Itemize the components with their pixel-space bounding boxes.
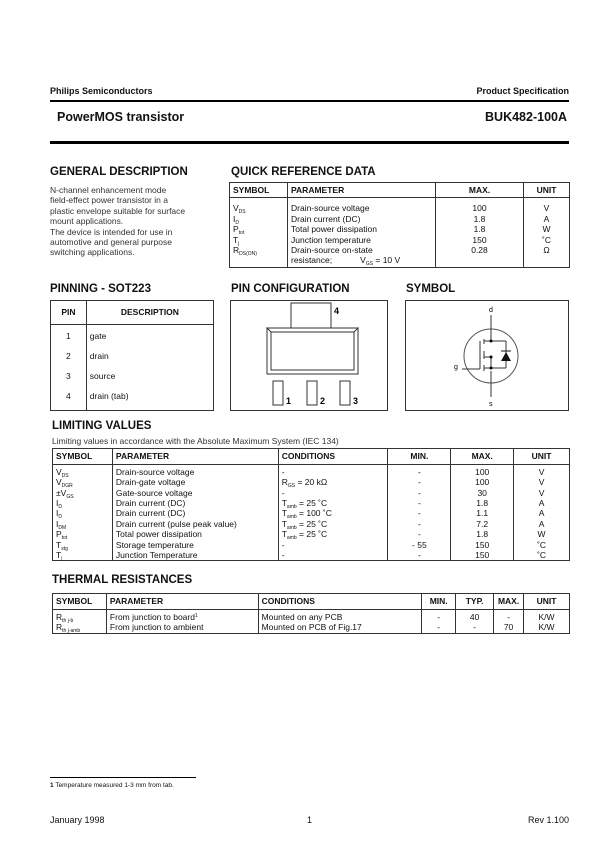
table-row xyxy=(230,198,570,267)
sot223-package-drawing xyxy=(231,301,386,409)
parameter-cell xyxy=(288,198,436,267)
condition-subscript: GS xyxy=(365,261,374,268)
symbol-subscript: th j-b xyxy=(62,617,74,624)
condition-subscript: amb xyxy=(286,514,297,521)
parameter: From junction to board xyxy=(109,611,195,622)
table-row xyxy=(53,498,570,508)
symbol: I xyxy=(233,213,236,224)
pin-configuration-diagram xyxy=(230,300,388,411)
divider xyxy=(50,141,569,144)
unit: Ω xyxy=(543,245,550,256)
max-cell: 30 xyxy=(451,488,514,498)
pin-config-title: PIN CONFIGURATION xyxy=(231,283,350,295)
max-cell xyxy=(436,198,524,267)
symbol-subscript: DS xyxy=(238,209,246,216)
max-cell: 7.2 xyxy=(451,519,514,529)
pin-row xyxy=(51,365,214,385)
column-header: UNIT xyxy=(514,449,570,464)
pin-number: 1 xyxy=(66,331,71,341)
table-row xyxy=(53,550,570,561)
condition-value: = 100 ˚C xyxy=(296,508,332,519)
unit-cell: A xyxy=(514,498,570,508)
conditions-cell xyxy=(278,464,388,477)
symbol: T xyxy=(56,539,62,550)
column-header: MAX. xyxy=(451,449,514,464)
symbol: T xyxy=(233,234,239,245)
footnote-ref: 1 xyxy=(194,612,198,619)
max-value: 1.8 xyxy=(473,224,486,235)
header-row xyxy=(53,449,570,464)
symbol xyxy=(233,224,284,237)
footnote-rule xyxy=(50,777,196,778)
table-row xyxy=(53,488,570,498)
column-header: CONDITIONS xyxy=(278,449,388,464)
pin-number: 2 xyxy=(66,350,71,361)
limiting-values-table xyxy=(52,448,570,561)
description-line: mount applications. xyxy=(50,216,124,227)
pin-label-3: 3 xyxy=(353,396,359,406)
description-line: switching applications. xyxy=(50,247,135,258)
max-cell: 150 xyxy=(451,550,514,561)
condition-value: = 25 ˚C xyxy=(296,529,328,540)
pin-description: drain xyxy=(86,345,213,365)
doc-type: Product Specification xyxy=(476,86,569,96)
table-row xyxy=(53,464,570,477)
symbol: V xyxy=(56,477,62,488)
table-row xyxy=(53,540,570,550)
conditions-cell xyxy=(278,477,388,490)
condition-subscript: amb xyxy=(286,504,297,511)
parameter: Drain current (DC) xyxy=(291,213,361,224)
column-header: DESCRIPTION xyxy=(86,301,213,325)
thermal-resistance-table xyxy=(52,593,570,633)
conditions-cell: Mounted on any PCB xyxy=(258,609,422,622)
parameter-cell: Drain current (DC) xyxy=(112,508,278,518)
symbol-cell xyxy=(53,550,113,561)
min-cell: - xyxy=(388,464,451,477)
unit: ˚C xyxy=(542,234,551,245)
table-row xyxy=(53,529,570,539)
symbol-subscript: j xyxy=(238,240,240,247)
column-header: MAX. xyxy=(436,183,524,198)
condition: V xyxy=(360,255,366,266)
divider xyxy=(50,100,569,102)
unit-cell: W xyxy=(514,529,570,539)
parameter: Drain-source voltage xyxy=(291,203,370,214)
column-header: PARAMETER xyxy=(106,594,258,609)
parameter-cell: Drain current (pulse peak value) xyxy=(112,519,278,529)
condition-value: = 25 ˚C xyxy=(296,498,328,509)
symbol-subscript: DM xyxy=(58,524,67,531)
min-cell: - xyxy=(388,519,451,529)
mosfet-symbol-diagram xyxy=(405,300,569,411)
unit-cell: ˚C xyxy=(514,540,570,550)
symbol-cell xyxy=(53,529,113,542)
footnote-number: 1 xyxy=(50,782,54,789)
unit-cell: K/W xyxy=(524,609,570,622)
conditions-cell: Mounted on PCB of Fig.17 xyxy=(258,622,422,633)
conditions-cell xyxy=(278,498,388,511)
symbol-subscript: DS xyxy=(61,472,69,479)
mosfet-symbol-icon xyxy=(406,301,567,409)
max-cell: 100 xyxy=(451,477,514,487)
limiting-values-subtitle: Limiting values in accordance with the Absolute Maximum System (IEC 134) xyxy=(52,436,339,446)
column-header: TYP. xyxy=(456,594,494,609)
symbol: V xyxy=(233,203,239,214)
min-cell: - xyxy=(388,529,451,539)
symbol: I xyxy=(56,518,59,529)
symbol-cell xyxy=(230,198,288,267)
condition: T xyxy=(281,498,287,509)
conditions-cell xyxy=(278,550,388,561)
symbol-subscript: tot xyxy=(238,230,245,237)
condition-subscript: amb xyxy=(286,524,297,531)
spacer xyxy=(51,405,87,411)
table-row xyxy=(53,477,570,487)
condition-subscript: amb xyxy=(286,535,297,542)
parameter-cell: Total power dissipation xyxy=(112,529,278,539)
table-row xyxy=(53,519,570,529)
pin-row xyxy=(51,385,214,405)
parameter-cell: Drain-gate voltage xyxy=(112,477,278,487)
column-header: MIN. xyxy=(388,449,451,464)
gate-label: g xyxy=(454,364,458,371)
condition: - xyxy=(281,550,285,561)
unit: W xyxy=(542,224,551,235)
symbol-subscript: DGR xyxy=(61,483,73,490)
unit-cell: ˚C xyxy=(514,550,570,561)
page-number: 1 xyxy=(307,815,313,825)
unit: V xyxy=(543,203,550,214)
symbol-title: SYMBOL xyxy=(406,283,456,295)
symbol-subscript: GS xyxy=(66,493,74,500)
parameter-cell xyxy=(106,622,258,633)
symbol: T xyxy=(56,550,62,561)
symbol: P xyxy=(233,224,239,235)
symbol-subscript: stg xyxy=(61,545,68,552)
max-value: 0.28 xyxy=(471,245,488,256)
symbol-subscript: D xyxy=(235,219,239,226)
symbol xyxy=(233,203,284,216)
symbol: P xyxy=(56,529,62,540)
column-header: SYMBOL xyxy=(53,449,113,464)
pin-description: drain (tab) xyxy=(86,385,213,405)
pin-row xyxy=(51,345,214,365)
lower-section xyxy=(52,419,570,634)
unit-cell: K/W xyxy=(524,622,570,633)
pin-description: gate xyxy=(86,325,213,345)
unit-cell: V xyxy=(514,477,570,487)
min-cell: - 55 xyxy=(388,540,451,550)
spacer xyxy=(86,405,213,411)
symbol-cell xyxy=(53,519,113,529)
table-row xyxy=(53,508,570,518)
max-value: 1.8 xyxy=(473,213,486,224)
parameter: Total power dissipation xyxy=(291,224,377,235)
condition: T xyxy=(281,508,287,519)
pin-row xyxy=(51,325,214,345)
conditions-cell xyxy=(278,529,388,542)
max-value: 100 xyxy=(472,203,487,214)
max-cell: 150 xyxy=(451,540,514,550)
pin-number: 3 xyxy=(66,370,71,381)
max-cell: 70 xyxy=(494,622,524,633)
symbol-subscript: j xyxy=(61,556,63,563)
unit-cell: A xyxy=(514,508,570,518)
limiting-values-title: LIMITING VALUES xyxy=(52,420,152,432)
parameter-continuation xyxy=(291,255,432,268)
unit-cell: V xyxy=(514,488,570,498)
parameter: From junction to ambient xyxy=(109,622,204,633)
footnote xyxy=(50,782,174,789)
revision: Rev 1.100 xyxy=(527,815,569,825)
pinning-table xyxy=(50,300,214,411)
column-header: MAX. xyxy=(494,594,524,609)
parameter-cell: Drain-source voltage xyxy=(112,464,278,477)
thermal-title: THERMAL RESISTANCES xyxy=(52,574,193,587)
quick-reference-table xyxy=(229,182,570,268)
pin-label-4: 4 xyxy=(334,306,340,316)
header-row xyxy=(230,183,570,198)
pin-label-2: 2 xyxy=(320,396,326,406)
column-header: UNIT xyxy=(524,594,570,609)
parameter-cell xyxy=(106,609,258,622)
symbol-cell xyxy=(53,477,113,490)
unit: A xyxy=(543,213,550,224)
pin-number: 4 xyxy=(66,390,71,401)
max-value: 150 xyxy=(472,234,487,245)
symbol-cell xyxy=(53,540,113,550)
min-cell: - xyxy=(388,477,451,487)
symbol: V xyxy=(56,466,62,477)
symbol-subscript: DS(ON) xyxy=(239,251,257,258)
condition-subscript: GS xyxy=(287,483,296,490)
symbol-cell xyxy=(53,464,113,477)
parameter-cell: Junction Temperature xyxy=(112,550,278,561)
description-line: The device is intended for use in xyxy=(50,226,173,237)
min-cell: - xyxy=(422,609,456,622)
condition-value: = 20 kΩ xyxy=(295,477,328,488)
symbol: R xyxy=(56,611,63,622)
min-cell: - xyxy=(388,498,451,508)
column-header: CONDITIONS xyxy=(258,594,422,609)
drain-label: d xyxy=(489,307,493,314)
parameter: Drain-source on-state xyxy=(291,245,373,256)
symbol: I xyxy=(56,498,59,509)
symbol-cell xyxy=(53,488,113,498)
condition: R xyxy=(281,477,288,488)
symbol-subscript: D xyxy=(58,504,62,511)
pinning-title: PINNING - SOT223 xyxy=(50,283,151,295)
unit-cell: A xyxy=(514,519,570,529)
footnote-text: Temperature measured 1-3 mm from tab. xyxy=(53,782,174,789)
typ-cell: - xyxy=(456,622,494,633)
condition: - xyxy=(281,487,285,498)
pin-label-1: 1 xyxy=(286,396,292,406)
table-row xyxy=(53,609,570,622)
footer-date: January 1998 xyxy=(50,815,105,825)
min-cell: - xyxy=(388,508,451,518)
symbol-cell xyxy=(53,508,113,521)
condition: - xyxy=(281,466,285,477)
symbol-cell xyxy=(53,622,107,633)
part-number: BUK482-100A xyxy=(485,110,567,124)
symbol-subscript: tot xyxy=(61,535,68,542)
condition-value: = 10 V xyxy=(373,255,401,266)
conditions-cell xyxy=(278,519,388,529)
parameter-cell: Gate-source voltage xyxy=(112,488,278,498)
unit-cell: V xyxy=(514,464,570,477)
general-description-title: GENERAL DESCRIPTION xyxy=(50,166,188,178)
symbol: R xyxy=(56,622,63,633)
min-cell: - xyxy=(388,550,451,561)
symbol: ±V xyxy=(56,487,67,498)
header-row xyxy=(53,594,570,609)
max-cell: 1.8 xyxy=(451,529,514,539)
description-line: automotive and general purpose xyxy=(50,237,172,248)
max-cell: 100 xyxy=(451,464,514,477)
qrd-title: QUICK REFERENCE DATA xyxy=(231,166,376,178)
column-header: UNIT xyxy=(524,183,570,198)
company-name: Philips Semiconductors xyxy=(50,86,153,96)
condition: - xyxy=(281,539,285,550)
column-header: SYMBOL xyxy=(53,594,107,609)
parameter: resistance; xyxy=(291,255,333,266)
header-row xyxy=(51,301,214,325)
column-header: PARAMETER xyxy=(112,449,278,464)
column-header: PIN xyxy=(51,301,87,325)
description-line: N-channel enhancement mode xyxy=(50,185,167,195)
product-family: PowerMOS transistor xyxy=(57,110,185,124)
symbol-subscript: th j-amb xyxy=(62,628,81,635)
description-line: plastic envelope suitable for surface xyxy=(50,205,186,216)
max-cell: 1.8 xyxy=(451,498,514,508)
general-description-text xyxy=(50,185,222,258)
typ-cell: 40 xyxy=(456,609,494,622)
min-cell: - xyxy=(388,488,451,498)
min-cell: - xyxy=(422,622,456,633)
column-header: MIN. xyxy=(422,594,456,609)
column-header: PARAMETER xyxy=(288,183,436,198)
table-row xyxy=(53,622,570,633)
parameter-cell: Storage temperature xyxy=(112,540,278,550)
symbol xyxy=(233,245,284,258)
symbol: I xyxy=(56,508,59,519)
condition: T xyxy=(281,529,287,540)
max-cell: 1.1 xyxy=(451,508,514,518)
conditions-cell xyxy=(278,508,388,521)
column-header: SYMBOL xyxy=(230,183,288,198)
symbol-cell xyxy=(53,498,113,511)
unit-cell xyxy=(524,198,570,267)
symbol: R xyxy=(233,245,240,256)
parameter-cell: Drain current (DC) xyxy=(112,498,278,508)
condition-value: = 25 ˚C xyxy=(296,518,328,529)
parameter: Junction temperature xyxy=(291,234,371,245)
pin-description: source xyxy=(86,365,213,385)
condition: T xyxy=(281,518,287,529)
symbol-cell xyxy=(53,609,107,622)
spacer-row xyxy=(51,405,214,411)
source-label: s xyxy=(489,401,493,408)
max-cell: - xyxy=(494,609,524,622)
symbol-subscript: D xyxy=(58,514,62,521)
description-line: field-effect power transistor in a xyxy=(50,195,168,206)
